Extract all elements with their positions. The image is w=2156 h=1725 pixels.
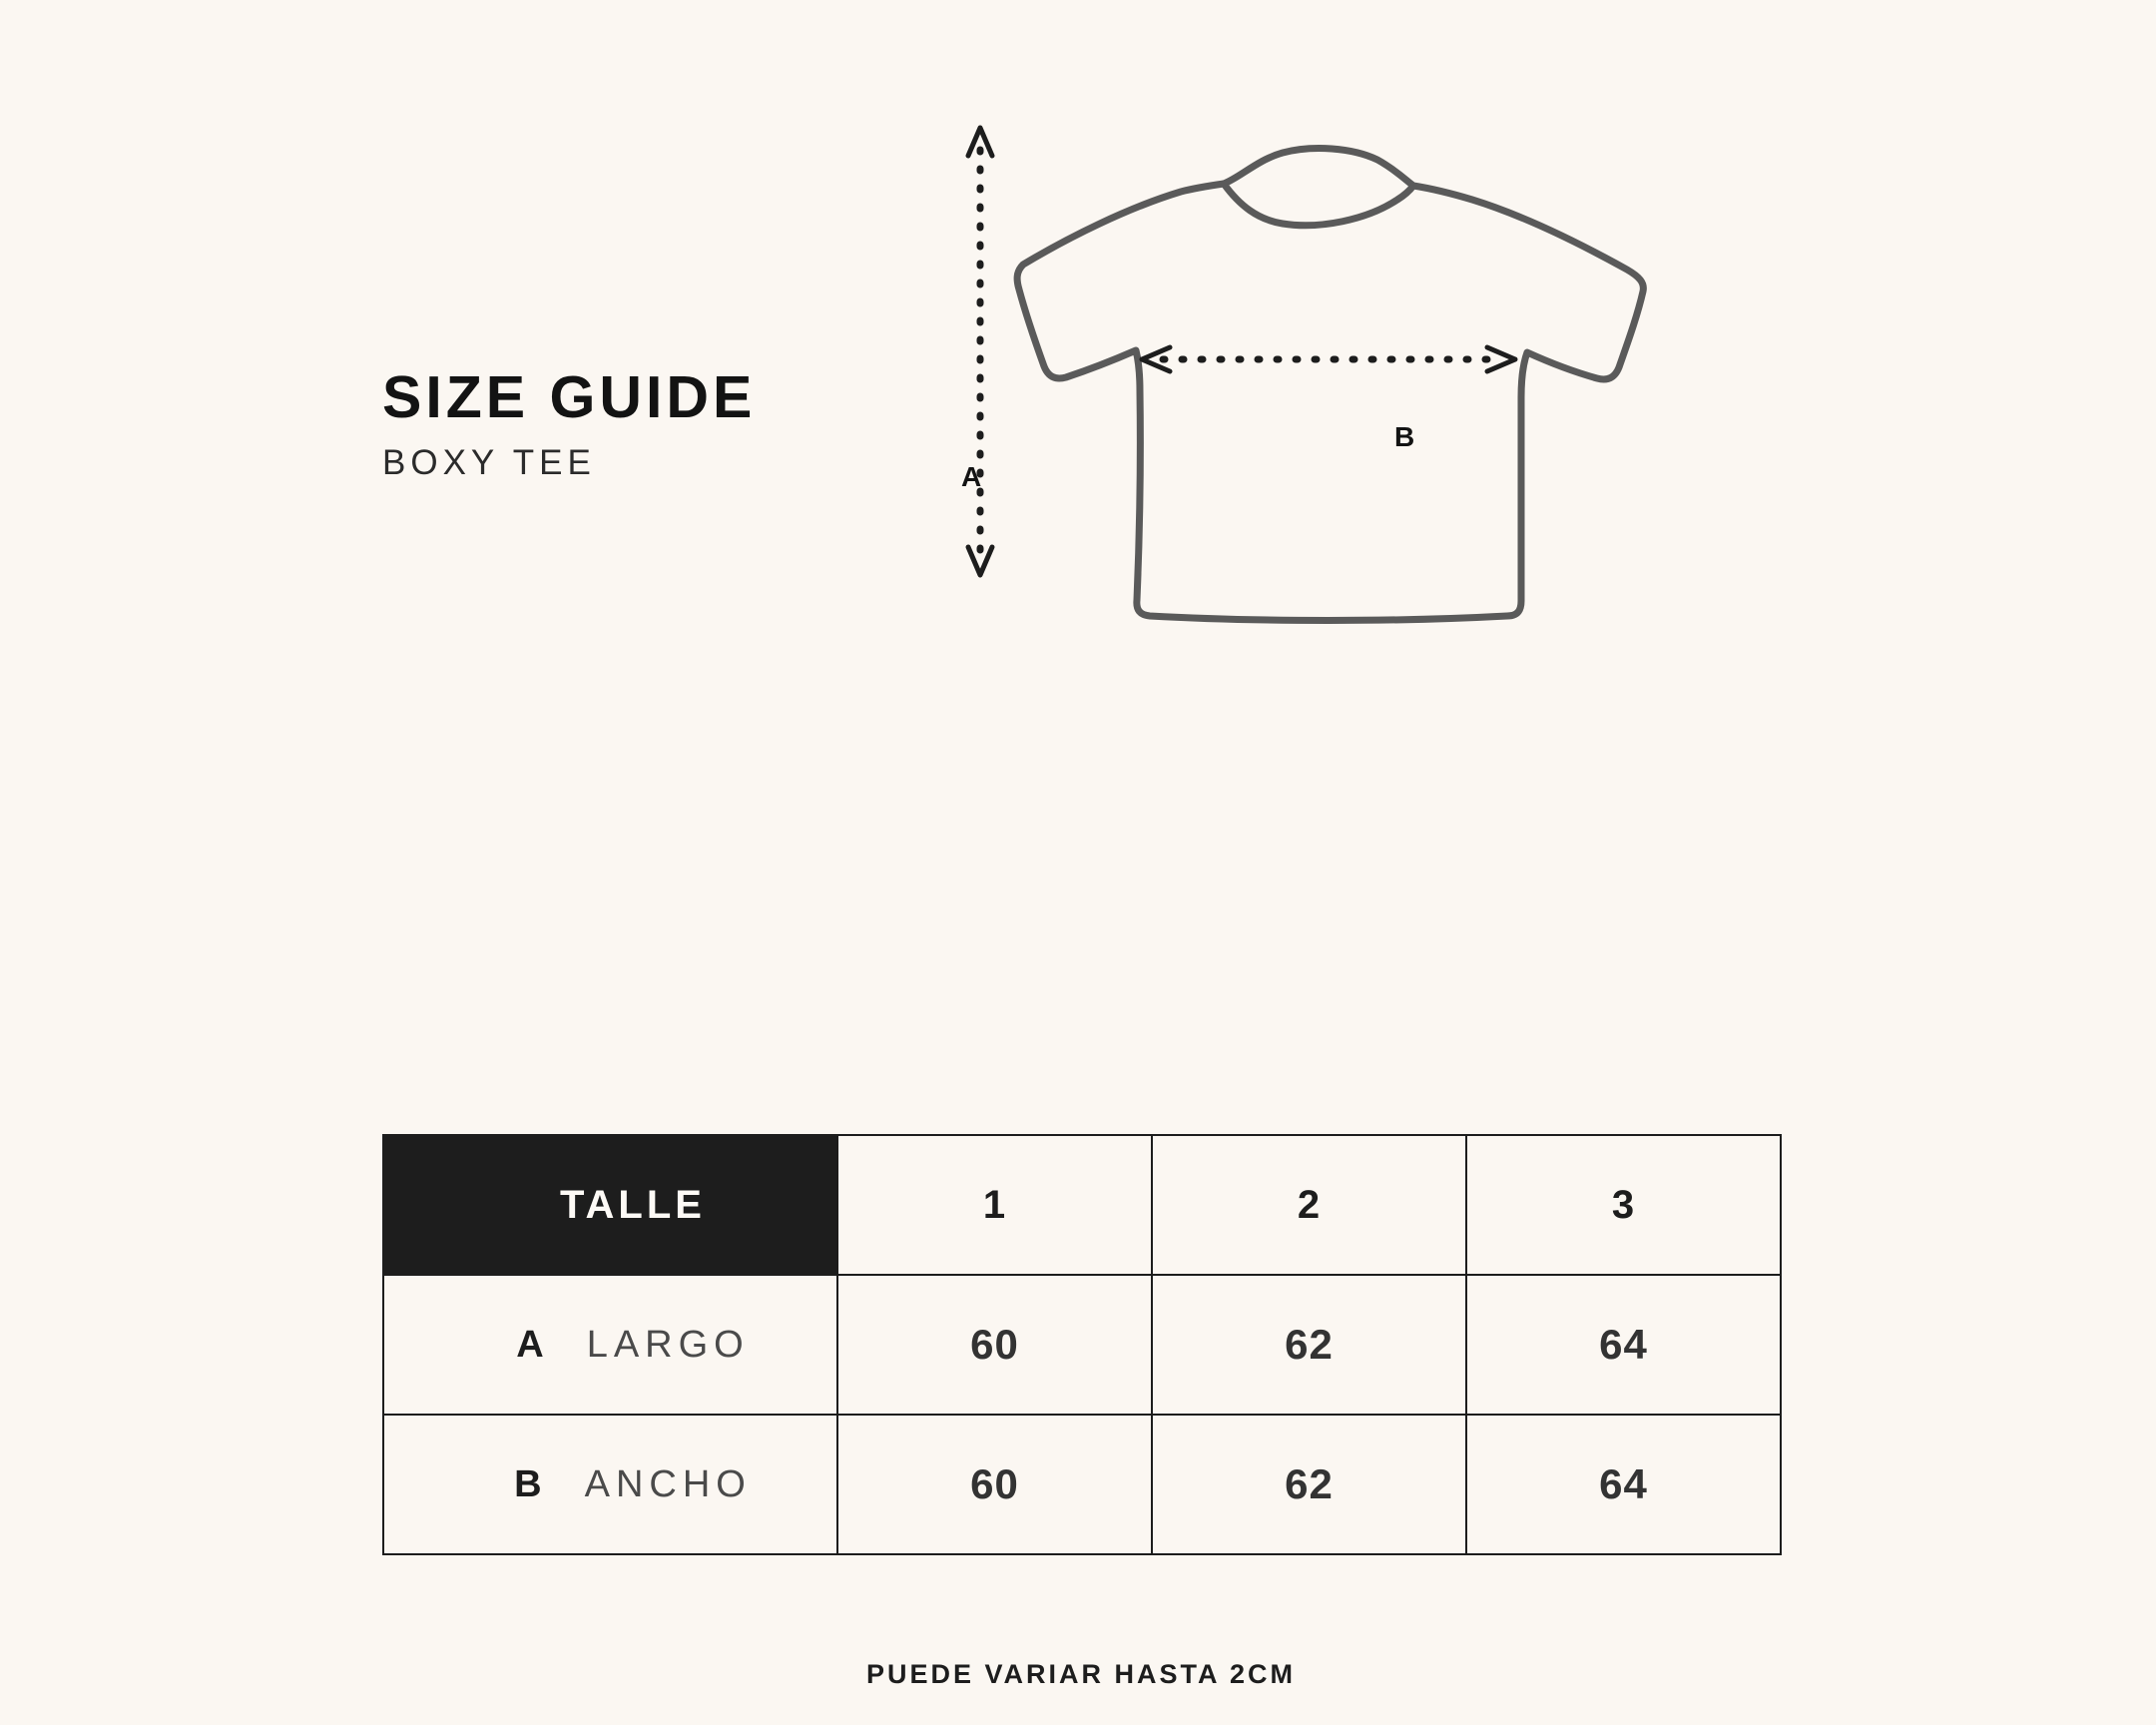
header-size-3: 3 — [1466, 1135, 1781, 1275]
table-row — [383, 1275, 1781, 1415]
footnote: PUEDE VARIAR HASTA 2CM — [865, 1659, 1297, 1689]
cell-ancho-2: 62 — [1152, 1415, 1466, 1554]
cell-largo-1: 60 — [837, 1275, 1152, 1415]
row-name-largo: LARGO — [586, 1323, 750, 1366]
table-header-row — [383, 1135, 1781, 1275]
cell-largo-3: 64 — [1466, 1275, 1781, 1415]
title-block — [382, 364, 757, 483]
dimension-label-a: A — [961, 461, 983, 492]
cell-ancho-1: 60 — [837, 1415, 1152, 1554]
row-label-largo — [383, 1275, 837, 1415]
page-subtitle: BOXY TEE — [382, 442, 596, 482]
size-table — [382, 1134, 1782, 1555]
dimension-arrow-b — [1142, 347, 1515, 371]
tshirt-outline — [1017, 149, 1643, 621]
header-size-2: 2 — [1152, 1135, 1466, 1275]
header-size-1: 1 — [837, 1135, 1152, 1275]
dimension-arrow-a — [968, 128, 992, 575]
table-row — [383, 1415, 1781, 1554]
row-key-a: A — [516, 1323, 545, 1366]
row-label-ancho — [383, 1415, 837, 1554]
header-talle: TALLE — [383, 1135, 837, 1275]
row-name-ancho: ANCHO — [584, 1462, 752, 1505]
cell-ancho-3: 64 — [1466, 1415, 1781, 1554]
cell-largo-2: 62 — [1152, 1275, 1466, 1415]
page-title: SIZE GUIDE — [382, 364, 757, 430]
row-key-b: B — [514, 1462, 543, 1505]
tee-diagram — [928, 120, 1807, 809]
dimension-label-b: B — [1394, 421, 1416, 452]
